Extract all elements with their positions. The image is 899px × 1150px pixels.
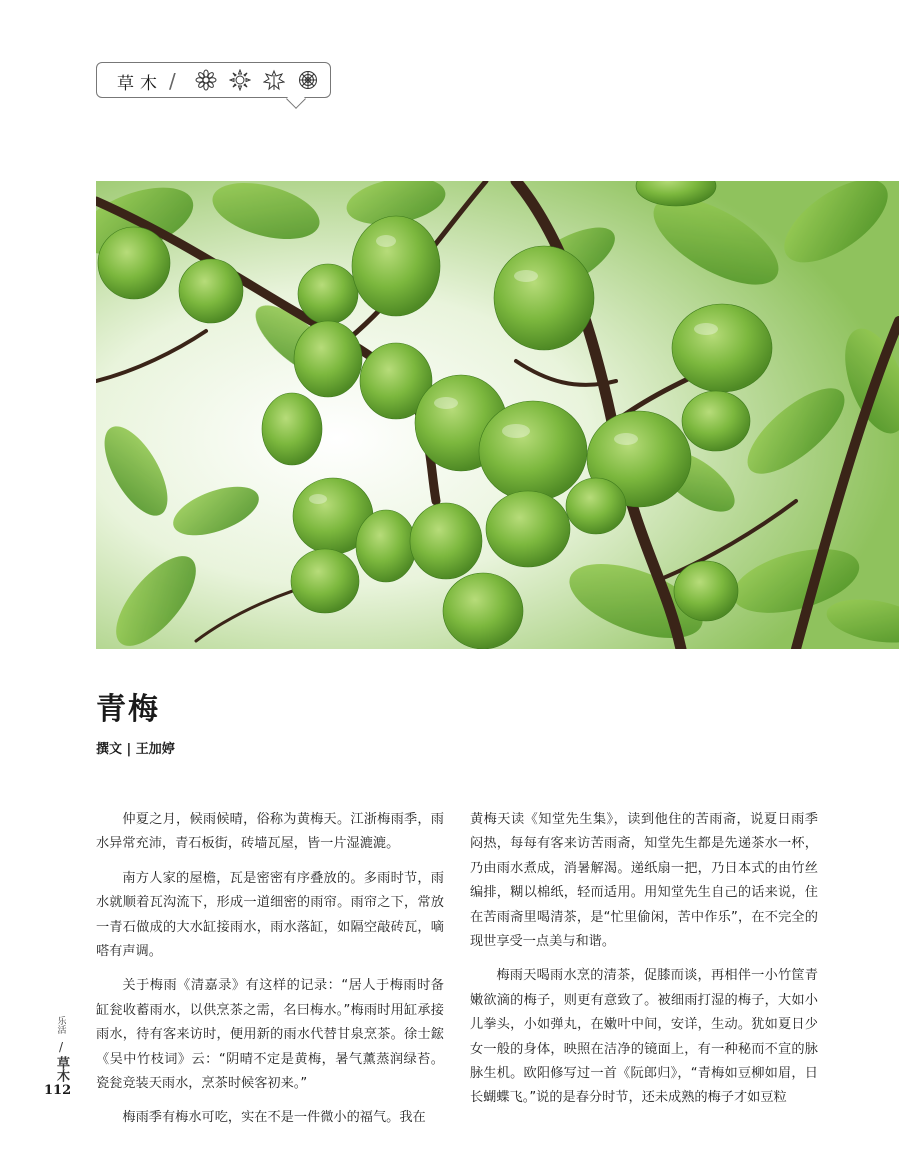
article-column-left: [96, 808, 444, 1141]
flower-icon: [195, 69, 217, 91]
article-title: 青梅: [96, 692, 160, 727]
magazine-brand: 乐活: [55, 1016, 66, 1034]
tab-divider: /: [169, 69, 176, 93]
plum-branch-illustration: [96, 181, 899, 649]
article-column-right: [470, 808, 818, 1121]
section-side-marker: [52, 1012, 70, 1082]
paragraph: 关于梅雨《清嘉录》有这样的记录：“居人于梅雨时备缸瓮收蓄雨水，以供烹茶之需，名曰梅水。”梅雨时用缸承接雨水，待有客来访时，便用新的雨水代替甘泉烹茶。徐士鋐《吴中竹枝词》云：“阴晴不定是黄梅，暑气薰蒸润绿苔。瓷瓮竞装天雨水，烹茶时候客初来。”: [96, 978, 444, 1092]
paragraph: 南方人家的屋檐，瓦是密密有序叠放的。多雨时节，雨水就顺着瓦沟流下，形成一道细密的雨帘。雨帘之下，常放一青石做成的大水缸接雨水，雨水落缸，如隔空敲砖瓦，嘀嗒有声调。: [96, 870, 444, 960]
category-label: 草木: [117, 74, 163, 94]
green-plum-photo: [96, 181, 899, 649]
paragraph: 梅雨季有梅水可吃，实在不是一件微小的福气。我在: [122, 1110, 426, 1126]
paragraph: 黄梅天读《知堂先生集》，读到他住的苦雨斋，说夏日雨季闷热，每每有客来访苦雨斋，知堂先生都是先递茶水一杯，乃由雨水煮成，消暑解渴。递纸扇一把，乃日本式的由竹丝编排，糊以棉纸，轻而适用。用知堂先生自己的话来说，住在苦雨斋里喝清茶，是“忙里偷闲，苦中作乐”，在不完全的现世享受一点美与和谐。: [470, 812, 818, 950]
page-number: 112: [44, 1083, 72, 1098]
byline: 撰文 | 王加婷: [96, 742, 175, 757]
side-divider: /: [58, 1040, 64, 1054]
tab-pointer: [286, 89, 306, 109]
category-tab: [96, 62, 331, 98]
paragraph: 仲夏之月，候雨候晴，俗称为黄梅天。江浙梅雨季，雨水异常充沛，青石板街，砖墙瓦屋，皆一片湿漉漉。: [96, 812, 444, 852]
leaf-icon: [263, 69, 285, 91]
paragraph: 梅雨天喝雨水烹的清茶，促膝而谈，再相伴一小竹筐青嫩欲滴的梅子，则更有意致了。被细雨打湿的梅子，大如小儿拳头，小如弹丸，在嫩叶中间，安详，生动。犹如夏日少女一般的身体，映照在洁净的镜面上，有一种秘而不宣的脉脉生机。欧阳修写过一首《阮郎归》，“青梅如豆柳如眉，日长蝴蝶飞。”说的是春分时节，还未成熟的梅子才如豆粒: [470, 968, 818, 1106]
sun-flower-icon: [229, 69, 251, 91]
chrysanthemum-icon: [297, 69, 319, 91]
section-name: 草木: [54, 1056, 69, 1082]
